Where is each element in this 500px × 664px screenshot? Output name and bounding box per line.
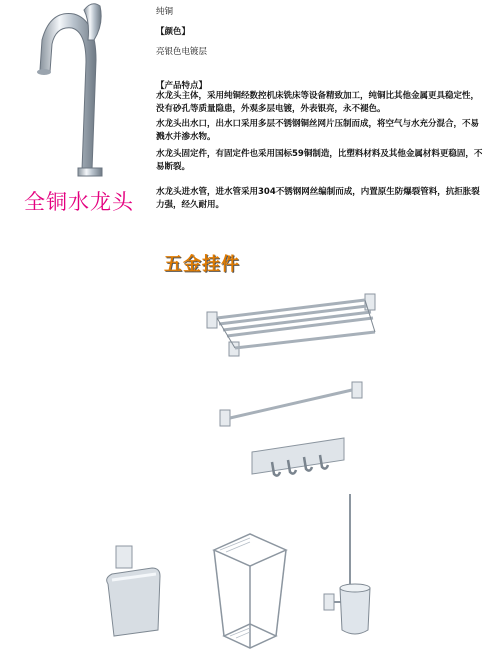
color-heading: 【颜色】 bbox=[156, 27, 191, 37]
paper-holder-image bbox=[98, 540, 168, 640]
feature-fixing: 水龙头固定件，有固定件也采用国标59铜制造，比塑料材料及其他金属材料更稳固，不易断裂。 bbox=[156, 149, 483, 172]
feature-inlet: 水龙头进水管，进水管采用304不锈钢网丝编制而成，内置原生防爆裂管料，抗拒胀裂力强，经久耐用。 bbox=[156, 187, 480, 210]
corner-shelf-image bbox=[208, 530, 294, 660]
color-value: 亮银色电镀层 bbox=[156, 47, 208, 57]
towel-rack-image bbox=[205, 292, 380, 362]
hook-rail-image bbox=[248, 434, 348, 486]
towel-bar-image bbox=[218, 380, 368, 430]
toilet-brush-image bbox=[320, 490, 384, 640]
feature-outlet: 水龙头出水口，出水口采用多层不锈钢铜丝网片压制而成，将空气与水充分混合，不易溅水并渗水物。 bbox=[156, 119, 480, 142]
faucet-image bbox=[30, 0, 140, 180]
hardware-label: 五金挂件 bbox=[164, 254, 240, 275]
faucet-label: 全铜水龙头 bbox=[24, 190, 134, 214]
features-heading: 【产品特点】 bbox=[156, 81, 208, 91]
material-text: 纯铜 bbox=[156, 7, 174, 17]
feature-body: 水龙头主体，采用纯铜经数控机床铣床等设备精致加工，纯铜比其他金属更具稳定性，没有砂孔等质量隐患，外观多层电镀，外表银亮，永不褪色。 bbox=[156, 91, 480, 114]
